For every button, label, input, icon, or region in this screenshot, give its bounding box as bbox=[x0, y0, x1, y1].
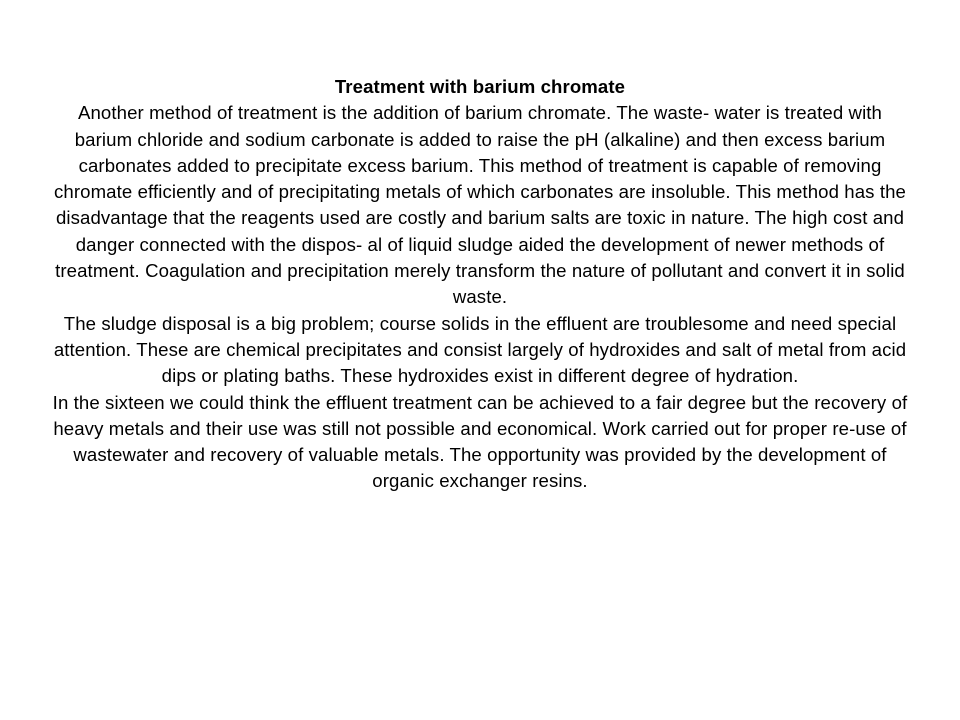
slide-body bbox=[52, 74, 908, 495]
paragraph-barium-chromate: Another method of treatment is the addition of barium chromate. The waste- water is treated with barium chloride and sodium carbonate is added to raise the pH (alkaline) and then excess barium carbonates added to precipitate excess barium. This method of treatment is capable of removing chromate efficiently and of precipitating metals of which carbonates are insoluble. This method has the disadvantage that the reagents used are costly and barium salts are toxic in nature. The high cost and danger connected with the dispos- al of liquid sludge aided the development of newer methods of treatment. Coagulation and precipitation merely transform the nature of pollutant and convert it in solid waste. bbox=[54, 102, 906, 308]
paragraph-metal-recovery: In the sixteen we could think the effluent treatment can be achieved to a fair degree but the recovery of heavy metals and their use was still not possible and economical. Work carried out for proper re-use of wastewater and recovery of valuable metals. The opportunity was provided by the development of organic exchanger resins. bbox=[52, 391, 908, 492]
paragraph-sludge-disposal: The sludge disposal is a big problem; course solids in the effluent are troublesome and need special attention. These are chemical precipitates and consist largely of hydroxides and salt of metal from acid dips or plating baths. These hydroxides exist in different degree of hydration. bbox=[53, 312, 907, 387]
slide-title: Treatment with barium chromate bbox=[334, 76, 626, 97]
